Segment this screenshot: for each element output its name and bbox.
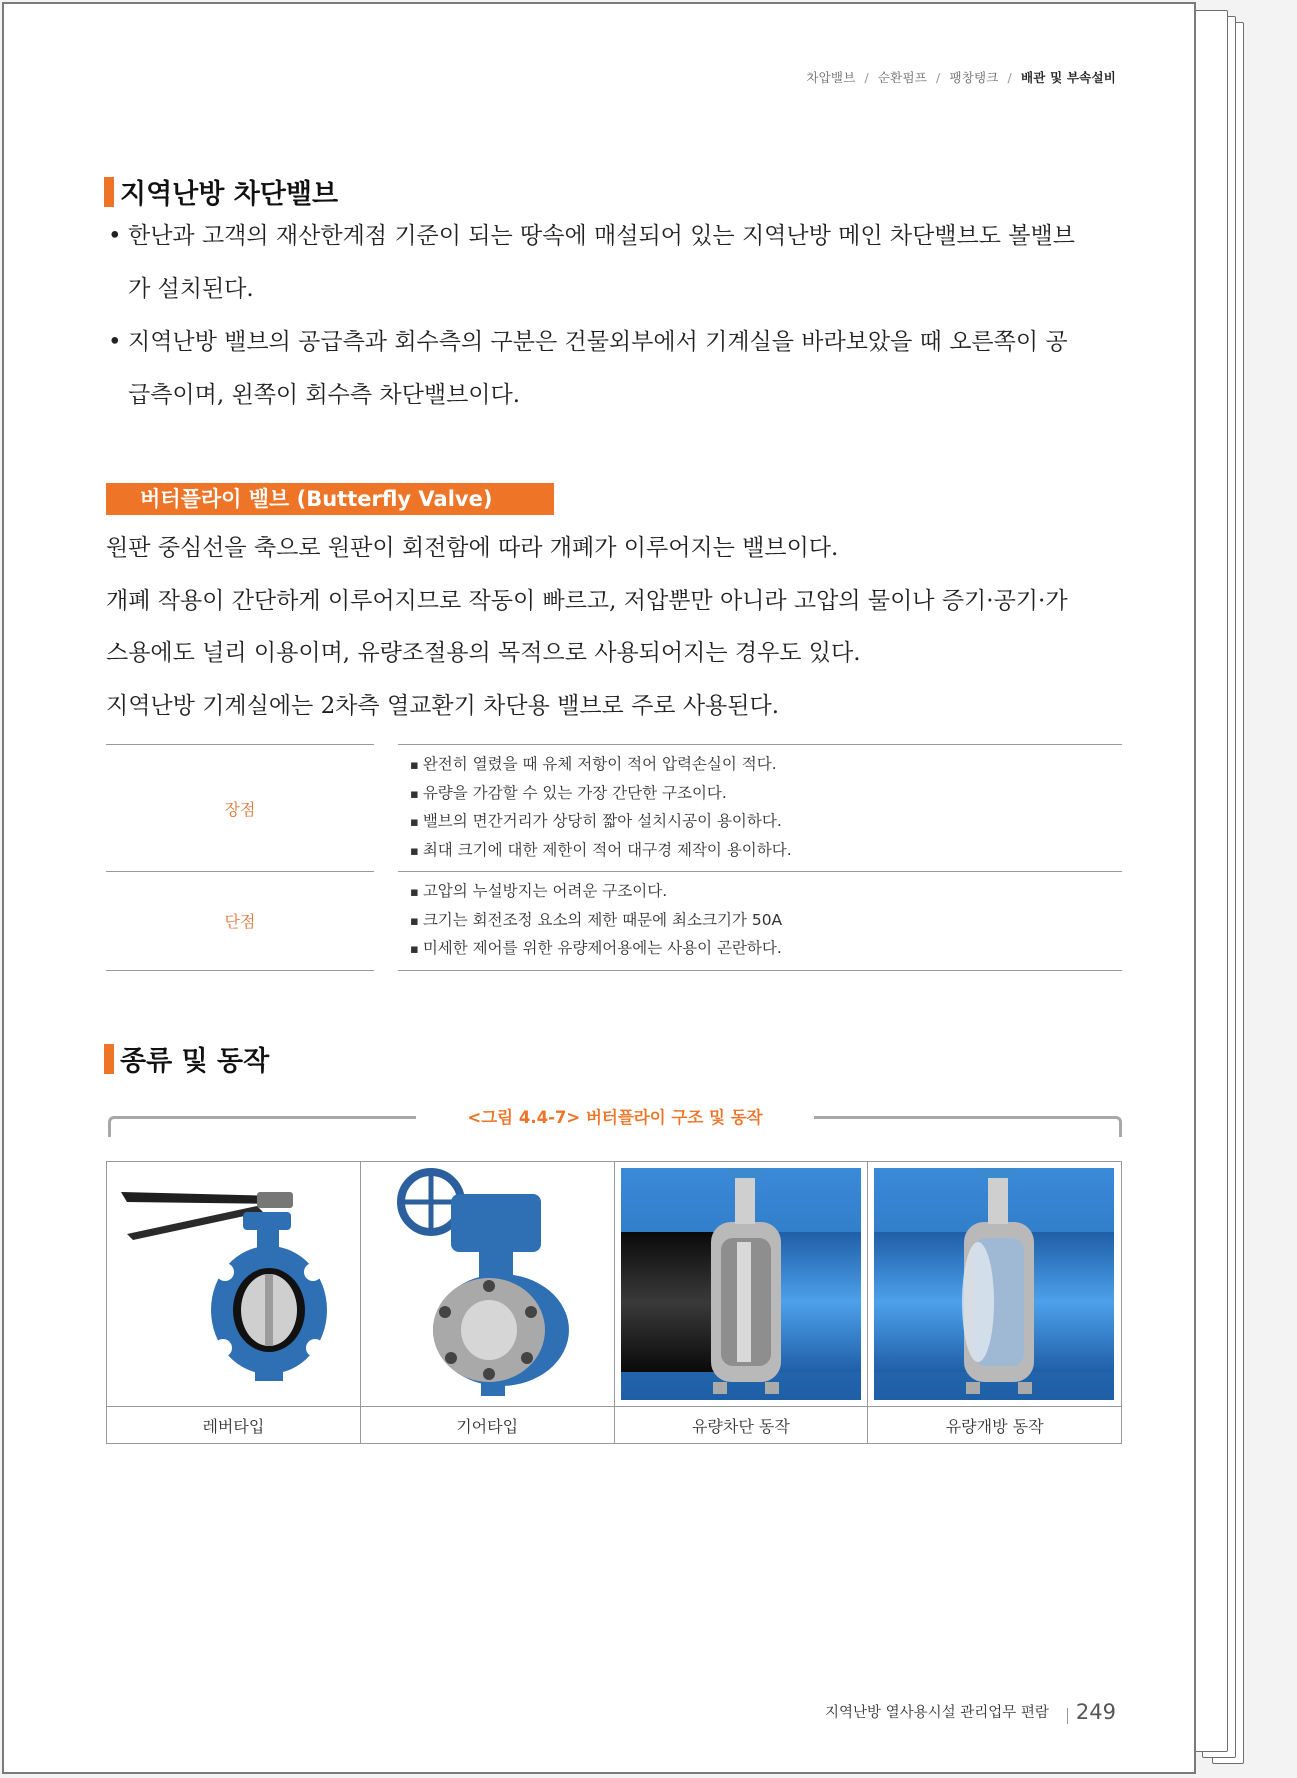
- bullet-item: [108, 316, 1138, 422]
- section-marker-bar: [104, 1044, 114, 1074]
- breadcrumb-item[interactable]: 팽창탱크: [949, 70, 999, 85]
- section-title-types-operation: [104, 1039, 269, 1078]
- bullet-dot-icon: •: [108, 223, 122, 249]
- cons-row: [106, 871, 1122, 970]
- figure-cell-open: [868, 1162, 1121, 1443]
- page-stack-edge: [1190, 4, 1250, 1764]
- butterfly-valve-tag: 버터플라이 밸브 (Butterfly Valve): [106, 483, 554, 515]
- cons-item: ▪ 고압의 누설방지는 어려운 구조이다.: [410, 878, 1122, 907]
- pros-list: [398, 744, 1122, 871]
- cons-list: [398, 871, 1122, 970]
- shutoff-bullet-list: [108, 210, 1138, 422]
- section-title-shutoff-valve: [104, 172, 338, 211]
- figure-cell-shutoff: [615, 1162, 869, 1443]
- figure-cell-gear: [361, 1162, 615, 1443]
- bullet-line: 급측이며, 왼쪽이 회수측 차단밸브이다.: [128, 382, 521, 408]
- footer-divider: [1067, 1708, 1068, 1724]
- desc-line: 스용에도 널리 이용이며, 유량조절용의 목적으로 사용되어지는 경우도 있다.: [106, 640, 861, 666]
- bullet-dot-icon: •: [108, 329, 122, 355]
- figure-caption-bracket: [108, 1104, 1122, 1134]
- bullet-line: 지역난방 밸브의 공급측과 회수측의 구분은 건물외부에서 기계실을 바라보았을 때 오른쪽이 공: [128, 329, 1068, 355]
- flow-shutoff-image: [615, 1162, 868, 1407]
- figure-label: 유량차단 동작: [691, 1416, 790, 1436]
- butterfly-description: [106, 522, 1146, 732]
- section-marker-bar: [104, 177, 114, 207]
- figure-grid: [106, 1161, 1122, 1444]
- cons-item: ▪ 크기는 회전조정 요소의 제한 때문에 최소크기가 50A: [410, 907, 1122, 936]
- breadcrumb: 차압밸브 / 순환펌프 / 팽창탱크 / 배관 및 부속설비: [806, 70, 1116, 85]
- bullet-item: [108, 210, 1138, 316]
- section-title-text: 종류 및 동작: [120, 1046, 270, 1077]
- desc-line: 개폐 작용이 간단하게 이루어지므로 작동이 빠르고, 저압뿐만 아니라 고압의 물이나 증기·공기·가: [106, 587, 1068, 614]
- section-title-text: 지역난방 차단밸브: [120, 179, 339, 210]
- page-number: 249: [1075, 1700, 1116, 1724]
- page-footer: [825, 1700, 1116, 1724]
- figure-label: 기어타입: [456, 1416, 519, 1436]
- flow-open-image: [868, 1162, 1121, 1407]
- pros-row: [106, 744, 1122, 871]
- bullet-line: 가 설치된다.: [128, 276, 254, 302]
- breadcrumb-current: 배관 및 부속설비: [1020, 70, 1116, 85]
- pros-item: ▪ 완전히 열렸을 때 유체 저항이 적어 압력손실이 적다.: [410, 751, 1122, 780]
- desc-line: 원판 중심선을 축으로 원판이 회전함에 따라 개폐가 이루어지는 밸브이다.: [106, 535, 839, 561]
- table-bottom-rule: [106, 970, 1122, 971]
- cons-label: 단점: [106, 871, 374, 970]
- breadcrumb-item[interactable]: 차압밸브: [806, 70, 856, 85]
- figure-label: 유량개방 동작: [945, 1416, 1044, 1436]
- pros-item: ▪ 유량을 가감할 수 있는 가장 간단한 구조이다.: [410, 780, 1122, 809]
- gear-type-valve-image: [361, 1162, 614, 1407]
- pros-label: 장점: [106, 744, 374, 871]
- document-page: [2, 2, 1196, 1774]
- bullet-line: 한난과 고객의 재산한계점 기준이 되는 땅속에 매설되어 있는 지역난방 메인 차단밸브도 볼밸브: [128, 223, 1075, 249]
- footer-book-title: 지역난방 열사용시설 관리업무 편람: [824, 1705, 1049, 1721]
- pros-cons-table: [106, 744, 1122, 971]
- desc-line: 지역난방 기계실에는 2차측 열교환기 차단용 밸브로 주로 사용된다.: [106, 692, 780, 719]
- figure-caption: <그림 4.4-7> 버터플라이 구조 및 동작: [467, 1108, 763, 1127]
- breadcrumb-item[interactable]: 순환펌프: [877, 70, 928, 85]
- figure-label: 레버타입: [202, 1416, 265, 1436]
- pros-item: ▪ 밸브의 면간거리가 상당히 짧아 설치시공이 용이하다.: [410, 808, 1122, 837]
- figure-cell-lever: [107, 1162, 361, 1443]
- lever-type-valve-image: [107, 1162, 360, 1407]
- pros-item: ▪ 최대 크기에 대한 제한이 적어 대구경 제작이 용이하다.: [410, 837, 1122, 866]
- cons-item: ▪ 미세한 제어를 위한 유량제어용에는 사용이 곤란하다.: [410, 935, 1122, 964]
